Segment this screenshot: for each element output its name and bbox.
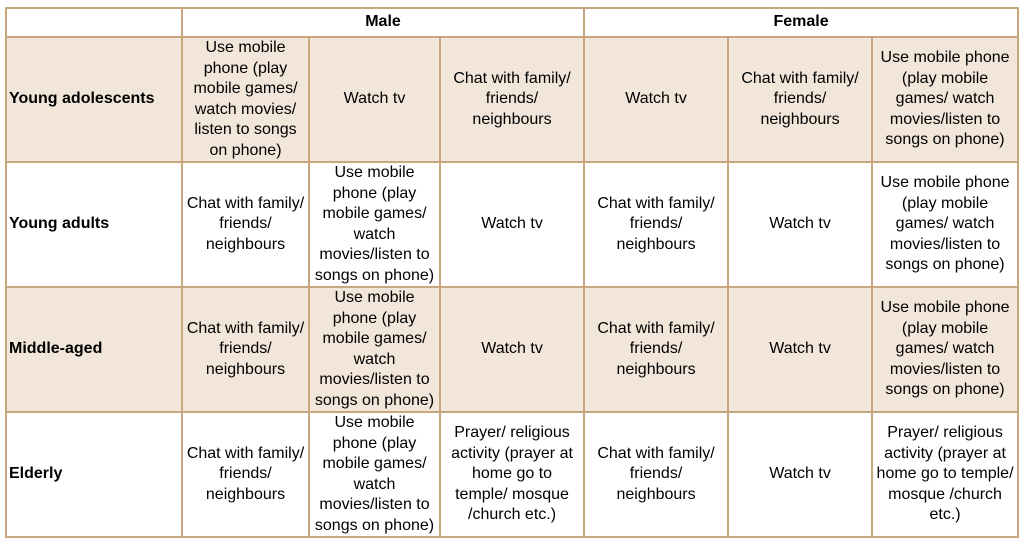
row-label: Young adolescents bbox=[6, 37, 182, 162]
table-cell: Chat with family/ friends/ neighbours bbox=[182, 287, 309, 412]
table-cell: Watch tv bbox=[440, 162, 584, 287]
table-cell: Chat with family/ friends/ neighbours bbox=[182, 162, 309, 287]
male-header: Male bbox=[182, 8, 584, 37]
header-row bbox=[6, 8, 1018, 37]
table-cell: Use mobile phone (play mobile games/ watch movies/listen to songs on phone) bbox=[872, 162, 1018, 287]
table-cell: Use mobile phone (play mobile games/ watch movies/listen to songs on phone) bbox=[309, 287, 440, 412]
row-label: Elderly bbox=[6, 412, 182, 537]
table-cell: Chat with family/ friends/ neighbours bbox=[440, 37, 584, 162]
table-row bbox=[6, 412, 1018, 537]
table-row bbox=[6, 287, 1018, 412]
table-cell: Watch tv bbox=[728, 162, 872, 287]
table-cell: Chat with family/ friends/ neighbours bbox=[584, 162, 728, 287]
table-row bbox=[6, 162, 1018, 287]
row-label: Middle-aged bbox=[6, 287, 182, 412]
table-cell: Use mobile phone (play mobile games/ watch movies/listen to songs on phone) bbox=[309, 412, 440, 537]
table-cell: Chat with family/ friends/ neighbours bbox=[728, 37, 872, 162]
table-cell: Chat with family/ friends/ neighbours bbox=[182, 412, 309, 537]
row-label: Young adults bbox=[6, 162, 182, 287]
table-cell: Watch tv bbox=[440, 287, 584, 412]
table-cell: Use mobile phone (play mobile games/ watch movies/ listen to songs on phone) bbox=[182, 37, 309, 162]
table-row bbox=[6, 37, 1018, 162]
table-cell: Prayer/ religious activity (prayer at home go to temple/ mosque /church etc.) bbox=[872, 412, 1018, 537]
female-header: Female bbox=[584, 8, 1018, 37]
table-cell: Chat with family/ friends/ neighbours bbox=[584, 412, 728, 537]
table-cell: Watch tv bbox=[728, 412, 872, 537]
table-cell: Prayer/ religious activity (prayer at home go to temple/ mosque /church etc.) bbox=[440, 412, 584, 537]
table-cell: Watch tv bbox=[309, 37, 440, 162]
table-cell: Watch tv bbox=[584, 37, 728, 162]
table-cell: Chat with family/ friends/ neighbours bbox=[584, 287, 728, 412]
activity-table bbox=[5, 7, 1019, 538]
table-cell: Use mobile phone (play mobile games/ watch movies/listen to songs on phone) bbox=[309, 162, 440, 287]
table-cell: Watch tv bbox=[728, 287, 872, 412]
table-cell: Use mobile phone (play mobile games/ watch movies/listen to songs on phone) bbox=[872, 37, 1018, 162]
table-cell: Use mobile phone (play mobile games/ watch movies/listen to songs on phone) bbox=[872, 287, 1018, 412]
header-corner-cell bbox=[6, 8, 182, 37]
